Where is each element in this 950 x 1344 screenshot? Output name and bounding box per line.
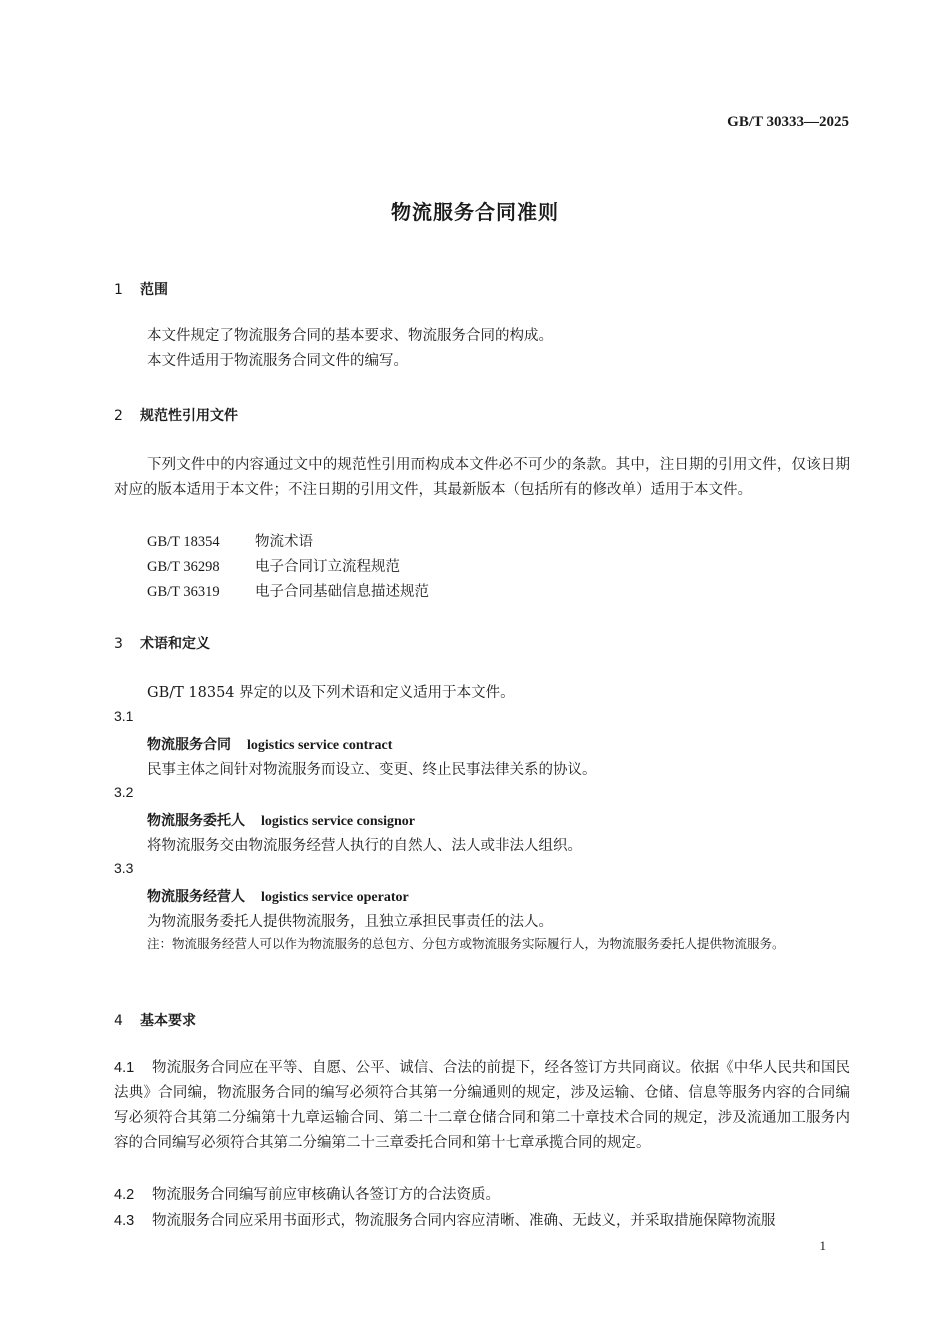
section-title: 术语和定义	[140, 636, 210, 652]
section-title: 规范性引用文件	[140, 408, 238, 424]
term-number: 3.2	[114, 784, 134, 800]
paragraph: GB/T 18354 界定的以及下列术语和定义适用于本文件。	[147, 685, 515, 701]
clause-number: 4.2	[114, 1187, 135, 1203]
reference-code: GB/T 36319	[147, 584, 220, 600]
clause	[114, 1209, 850, 1234]
paragraph: 本文件适用于物流服务合同文件的编写。	[147, 353, 408, 369]
page-number: 1	[819, 1238, 826, 1253]
section-number: 3	[114, 636, 123, 652]
section-title: 基本要求	[140, 1013, 196, 1029]
term-definition: 将物流服务交由物流服务经营人执行的自然人、法人或非法人组织。	[147, 838, 582, 854]
section-number: 2	[114, 408, 123, 424]
reference-item	[147, 555, 400, 576]
clause	[114, 1056, 850, 1156]
term-en: logistics service consignor	[261, 814, 415, 829]
term-number: 3.3	[114, 860, 134, 876]
section-title: 范围	[140, 282, 168, 298]
reference-name: 电子合同基础信息描述规范	[255, 584, 429, 600]
term-zh: 物流服务委托人	[147, 813, 245, 829]
term-en: logistics service contract	[247, 738, 393, 753]
reference-item	[147, 580, 429, 601]
term-definition: 为物流服务委托人提供物流服务，且独立承担民事责任的法人。	[147, 914, 553, 930]
clause-number: 4.3	[114, 1213, 135, 1229]
term-definition: 民事主体之间针对物流服务而设立、变更、终止民事法律关系的协议。	[147, 762, 597, 778]
clause-text: 物流服务合同应采用书面形式，物流服务合同内容应清晰、准确、无歧义，并采取措施保障物流服	[152, 1213, 776, 1229]
term-title	[147, 810, 415, 830]
clause-text: 物流服务合同编写前应审核确认各签订方的合法资质。	[152, 1187, 500, 1203]
reference-name: 电子合同订立流程规范	[255, 559, 400, 575]
clause-text: 物流服务合同应在平等、自愿、公平、诚信、合法的前提下，经各签订方共同商议。依据《中华人民共和国民法典》合同编，物流服务合同的编写必须符合其第一分编通则的规定，涉及运输、仓储、信息等服务内容的合同编写必须符合其第二分编第十九章运输合同、第二十二章仓储合同和第二十章技术合同的规定，涉及流通加工服务内容的合同编写必须符合其第二分编第二十三章委托合同和第十七章承揽合同的规定。	[114, 1060, 850, 1151]
clause-number: 4.1	[114, 1060, 135, 1076]
note: 注：物流服务经营人可以作为物流服务的总包方、分包方或物流服务实际履行人，为物流服务委托人提供物流服务。	[147, 936, 785, 951]
document-code: GB/T 30333—2025	[727, 114, 849, 130]
term-en: logistics service operator	[261, 890, 409, 905]
term-number: 3.1	[114, 708, 134, 724]
section-heading	[114, 1010, 196, 1030]
term-title	[147, 886, 409, 906]
paragraph: 本文件规定了物流服务合同的基本要求、物流服务合同的构成。	[147, 328, 553, 344]
term-title	[147, 734, 392, 754]
section-number: 4	[114, 1013, 123, 1029]
paragraph: 下列文件中的内容通过文中的规范性引用而构成本文件必不可少的条款。其中，注日期的引用文件，仅该日期对应的版本适用于本文件；不注日期的引用文件，其最新版本（包括所有的修改单）适用于本文件。	[114, 457, 850, 498]
reference-item	[147, 530, 313, 551]
section-number: 1	[114, 282, 123, 298]
term-zh: 物流服务合同	[147, 737, 231, 753]
section-heading	[114, 405, 238, 425]
reference-name: 物流术语	[255, 534, 313, 550]
section-heading	[114, 279, 168, 299]
term-zh: 物流服务经营人	[147, 889, 245, 905]
reference-code: GB/T 18354	[147, 534, 220, 550]
section-heading	[114, 633, 210, 653]
clause	[114, 1183, 850, 1208]
reference-code: GB/T 36298	[147, 559, 220, 575]
document-title: 物流服务合同准则	[391, 200, 559, 224]
